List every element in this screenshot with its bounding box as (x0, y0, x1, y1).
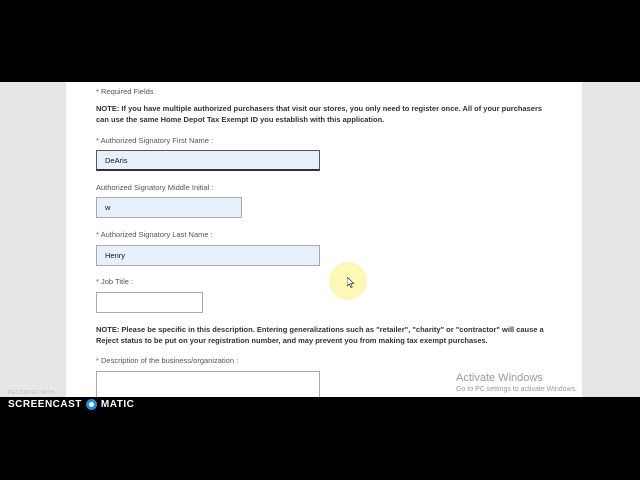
mouse-pointer-icon (347, 277, 355, 288)
middle-initial-input[interactable]: w (96, 197, 242, 218)
last-name-input[interactable]: Henry (96, 245, 320, 266)
middle-initial-label: Authorized Signatory Middle Initial : (96, 183, 214, 192)
job-title-label: * Job Title : (96, 277, 134, 286)
record-dot-icon (86, 399, 97, 410)
first-name-input[interactable]: DeAris (96, 150, 320, 171)
description-label: * Description of the business/organization : (96, 356, 239, 365)
browser-viewport (0, 82, 640, 397)
description-textarea[interactable] (96, 371, 320, 397)
description-note: NOTE: Please be specific in this description. Entering generalizations such as "retailer", "charity" or "contractor" will cause a Reject status to be put on your registration number, and may prevent you from making tax exempt purchases. (96, 325, 544, 345)
activate-windows-subtitle: Go to PC settings to activate Windows. (456, 386, 577, 393)
form-page (66, 82, 582, 397)
required-fields-note: * Required Fields (96, 87, 154, 96)
screencast-logo: SCREENCAST MATIC (8, 399, 135, 410)
purchasers-note: NOTE: If you have multiple authorized purchasers that visit our stores, you only need to register once. All of your purchasers can use the same Home Depot Tax Exempt ID you establish with this application. (96, 104, 543, 124)
last-name-label: * Authorized Signatory Last Name : (96, 230, 213, 239)
recorded-with-label: RECORDED WITH (8, 390, 55, 396)
activate-windows-title: Activate Windows (456, 372, 543, 384)
first-name-label: * Authorized Signatory First Name : (96, 136, 214, 145)
job-title-input[interactable] (96, 292, 203, 313)
